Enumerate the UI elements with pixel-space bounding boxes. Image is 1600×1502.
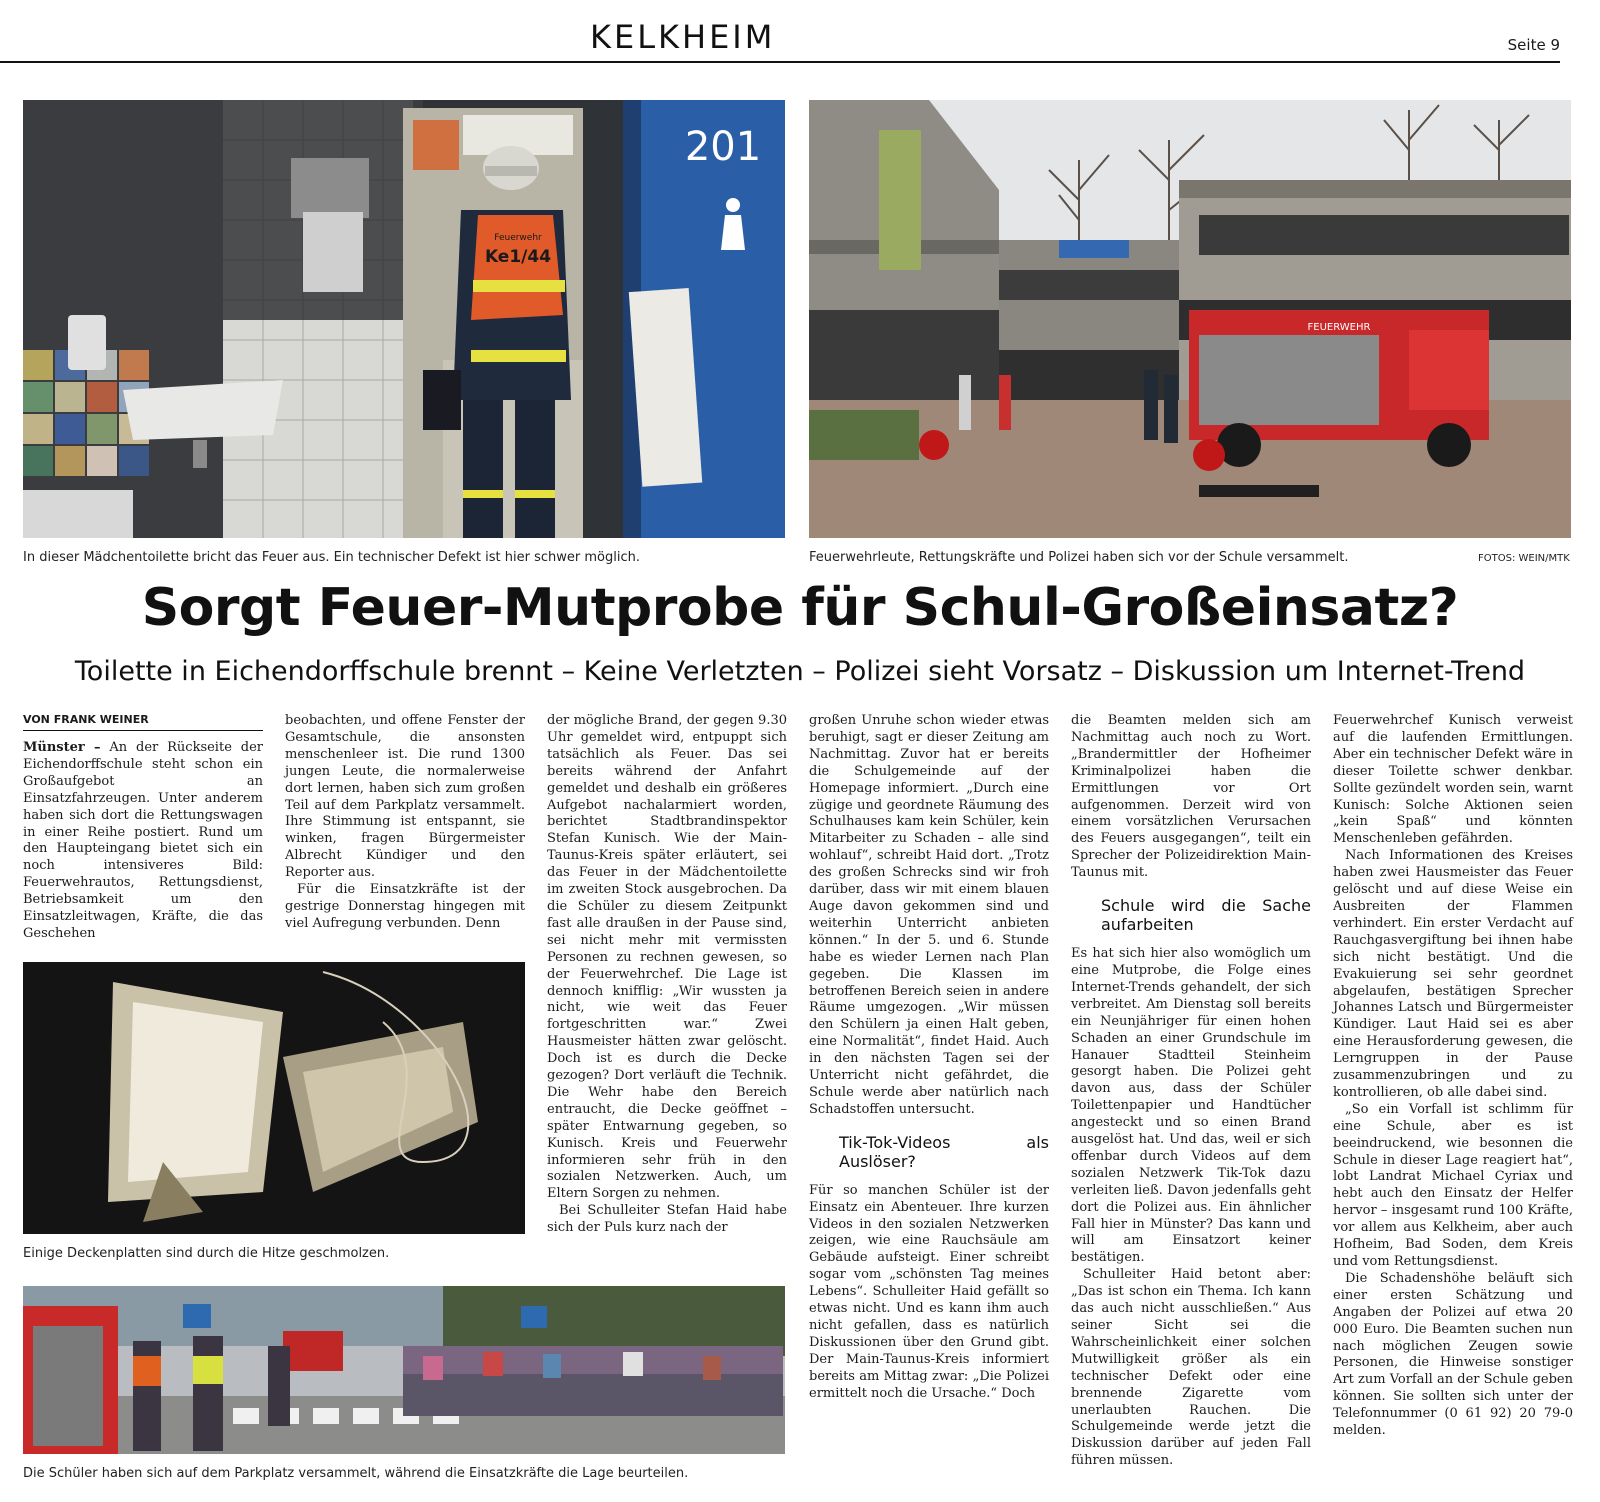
paragraph: Feuerwehrchef Kunisch verweist auf die laufenden Ermittlungen. Aber ein technischer Defekt wäre in dieser Toilette schwer denkbar. Sollte gezündelt worden sein, warnt Kunisch: Solche Aktionen seien „kein Spaß“ und könnten Menschenleben gefährden.: [1333, 713, 1573, 847]
paragraph: die Beamten melden sich am Nachmittag auch noch zu Wort. „Brandermittler der Hofheimer Kriminalpolizei haben die Ermittlungen vor Ort aufgenommen. Derzeit wird von einem vorsätzlichen Verursachen des Feuers ausgegangen“, teilt ein Sprecher der Polizeidirektion Main-Taunus mit.: [1071, 713, 1311, 881]
section-title: KELKHEIM: [590, 18, 776, 56]
dateline: Münster –: [23, 740, 101, 755]
subhead-school: Schule wird die Sache aufarbeiten: [1101, 896, 1311, 935]
article-column-4: [809, 713, 1049, 1403]
page-header: [0, 0, 1600, 66]
paragraph: Für so manchen Schüler ist der Einsatz ein Abenteuer. Ihre kurzen Videos in den sozialen Netzwerken zeigen, wie eine Rauchsäule am Gebäude aufsteigt. Einer schreibt sogar vom „schönsten Tag meines Lebens“. Schulleiter Haid gefällt so etwas nicht. Und es kann ihm auch nicht gefallen, dass es natürlich Diskussionen über den Grund gibt. Der Main-Taunus-Kreis informiert bereits am Mittag zwar: „Die Polizei ermittelt noch die Ursache.“ Doch: [809, 1182, 1049, 1401]
toilet-fire-photo: [23, 100, 785, 538]
ceiling-photo-caption: Einige Deckenplatten sind durch die Hitze geschmolzen.: [23, 1246, 390, 1261]
paragraph: großen Unruhe schon wieder etwas beruhigt, sagt er dieser Zeitung am Nachmittag. Zuvor hat er bereits die Schulgemeinde auf der Homepage informiert. „Durch eine zügige und geordnete Räumung des Schulhauses kam kein Schüler, kein Mitarbeiter zu Schaden – alle sind wohlauf“, schreibt Haid dort. „Trotz des großen Schrecks sind wir froh darüber, dass wir mit einem blauen Auge davon gekommen sind und weiterhin Unterricht anbieten können.“ In der 5. und 6. Stunde habe es wieder Lernen nach Plan gegeben. Die Klassen im betroffenen Bereich seien in andere Räume umgezogen. „Wir müssen den Schülern ja einen Halt geben, eine Normalität“, findet Haid. Auch in den nächsten Tagen sei der Unterricht nicht gefährdet, die Schule werde aber natürlich nach Schadstoffen untersucht.: [809, 713, 1049, 1117]
paragraph: Für die Einsatzkräfte ist der gestrige Donnerstag hingegen mit viel Aufregung verbunden. Denn: [285, 882, 525, 931]
paragraph: Bei Schulleiter Stefan Haid habe sich der Puls kurz nach der: [547, 1203, 787, 1236]
paragraph: beobachten, und offene Fenster der Gesamtschule, die ansonsten menschenleer ist. Die rund 1300 jungen Leute, die normalerweise dort lernen, haben sich zum großen Teil auf dem Parkplatz versammelt. Ihre Stimmung ist entspannt, sie winken, fragen Bürgermeister Albrecht Kündiger und den Reporter aus.: [285, 713, 525, 881]
byline: VON FRANK WEINER: [23, 713, 263, 731]
vest-text: Ke1/44: [484, 247, 552, 267]
paragraph: Schulleiter Haid betont aber: „Das ist schon ein Thema. Ich kann das auch nicht ausschließen.“ Aus seiner Sicht sei die Wahrscheinlichkeit einer solchen Mutwilligkeit größer als ein technischer Defekt oder eine brennende Zigarette vom unerlaubten Rauchen. Die Schulgemeinde werde jetzt die Diskussion darüber auf jeden Fall führen müssen.: [1071, 1267, 1311, 1469]
toilet-photo-caption: In dieser Mädchentoilette bricht das Feuer aus. Ein technischer Defekt ist hier schwer möglich.: [23, 550, 640, 565]
subhead-tiktok: Tik-Tok-Videos als Auslöser?: [839, 1132, 1049, 1171]
school-scene-photo: [809, 100, 1571, 538]
photo-credit: FOTOS: WEIN/MTK: [1478, 553, 1570, 564]
article-column-5: [1071, 713, 1311, 1470]
headline: Sorgt Feuer-Mutprobe für Schul-Großeinsatz?: [141, 578, 1459, 638]
column-1-text: An der Rückseite der Eichendorffschule steht schon ein Großaufgebot an Einsatzfahrzeugen. Unter anderem haben sich dort die Rettungswagen in einer Reihe postiert. Rund um den Haupteingang bietet sich ein noch intensiveres Bild: Feuerwehrautos, Rettungsdienst, Betriebsamkeit um den Einsatzleitwagen, Kräfte, die das Geschehen: [23, 740, 263, 941]
crowd-photo-caption: Die Schüler haben sich auf dem Parkplatz versammelt, während die Einsatzkräfte die Lage beurteilen.: [23, 1466, 689, 1481]
paragraph: Nach Informationen des Kreises haben zwei Hausmeister das Feuer gelöscht und auf diese Weise ein Ausbreiten der Flammen verhindert. Ein erster Verdacht auf Rauchgasvergiftung bei ihnen habe sich nicht bestätigt. Und die Evakuierung sei sehr geordnet abgelaufen, bestätigen Sprecher Johannes Latsch und Bürgermeister Kündiger. Laut Haid sei es aber eine Herausforderung gewesen, die Lerngruppen in der Pause zusammenzubringen und zu kontrollieren, ob alle dabei sind.: [1333, 848, 1573, 1100]
article-column-2: [285, 713, 525, 933]
paragraph: Die Schadenshöhe beläuft sich einer ersten Schätzung und Angaben der Polizei auf etwa 20 000 Euro. Die Beamten suchen nun nach möglichen Zeugen sowie Personen, die Hinweise sonstiger Art zum Vorfall an der Schule geben können. Sie sollten sich unter der Telefonnummer (0 61 92) 20 79-0 melden.: [1333, 1270, 1573, 1439]
page-number: Seite 9: [1507, 36, 1560, 54]
ceiling-panels-photo: [23, 962, 525, 1234]
article-column-3: [547, 713, 787, 1237]
article-column-6: [1333, 713, 1573, 1440]
header-rule: [0, 61, 1560, 63]
crowd-photo: [23, 1286, 785, 1454]
school-photo-caption: Feuerwehrleute, Rettungskräfte und Polizei haben sich vor der Schule versammelt.: [809, 550, 1349, 565]
truck-text: FEUERWEHR: [1307, 322, 1371, 333]
paragraph: Es hat sich hier also womöglich um eine Mutprobe, die Folge eines Internet-Trends gehandelt, der sich verbreitet. Am Dienstag soll bereits ein Neunjähriger für einen hohen Schaden an einer Grundschule im Hanauer Stadtteil Steinheim gesorgt haben. Die Polizei geht davon aus, dass der Schüler Toilettenpapier und Handtücher angesteckt und so einen Brand ausgelöst hat. Und das, weil er sich offenbar durch Videos auf dem sozialen Netzwerk Tik-Tok dazu verleiten ließ. Davon jedenfalls geht dort die Polizei aus. Ein ähnlicher Fall hier in Münster? Das kann und will am Einsatzort keiner bestätigen.: [1071, 946, 1311, 1266]
paragraph: „So ein Vorfall ist schlimm für eine Schule, aber es ist beeindruckend, wie besonnen die Schule in dieser Lage reagiert hat“, lobt Landrat Michael Cyriax und hebt auch den Einsatz der Helfer hervor – insgesamt rund 100 Kräfte, vor allem aus Kelkheim, aber auch Hofheim, Bad Soden, dem Kreis und vom Rettungsdienst.: [1333, 1101, 1573, 1269]
paragraph: der mögliche Brand, der gegen 9.30 Uhr gemeldet wird, entpuppt sich tatsächlich als Feuer. Das sei bereits während der Anfahrt gemeldet und deshalb ein größeres Aufgebot nachalarmiert worden, berichtet Stadtbrandinspektor Stefan Kunisch. Wie der Main-Taunus-Kreis später erläutert, sei das Feuer in der Mädchentoilette im zweiten Stock ausgebrochen. Da die Schüler zu diesem Zeitpunkt fast alle draußen in der Pause sind, sei nicht mehr mit vermissten Personen zu rechnen gewesen, so der Feuerwehrchef. Die Lage ist dennoch knifflig: „Wir wussten ja nicht, wie weit das Feuer fortgeschritten war.“ Zwei Hausmeister hätten zwar gelöscht. Doch ist es durch die Decke gezogen? Dort verläuft die Technik. Die Wehr habe den Bereich entraucht, die Decke geöffnet – später Entwarnung gegeben, so Kunisch. Kreis und Feuerwehr informieren sehr früh in den sozialen Netzwerken. Auch, um Eltern Sorgen zu nehmen.: [547, 713, 787, 1202]
article-column-1: [23, 740, 263, 943]
subheadline: Toilette in Eichendorffschule brennt – Keine Verletzten – Polizei sieht Vorsatz – Diskussion um Internet-Trend: [74, 656, 1526, 687]
door-number: 201: [684, 124, 762, 170]
vest-top-text: Feuerwehr: [494, 233, 542, 243]
